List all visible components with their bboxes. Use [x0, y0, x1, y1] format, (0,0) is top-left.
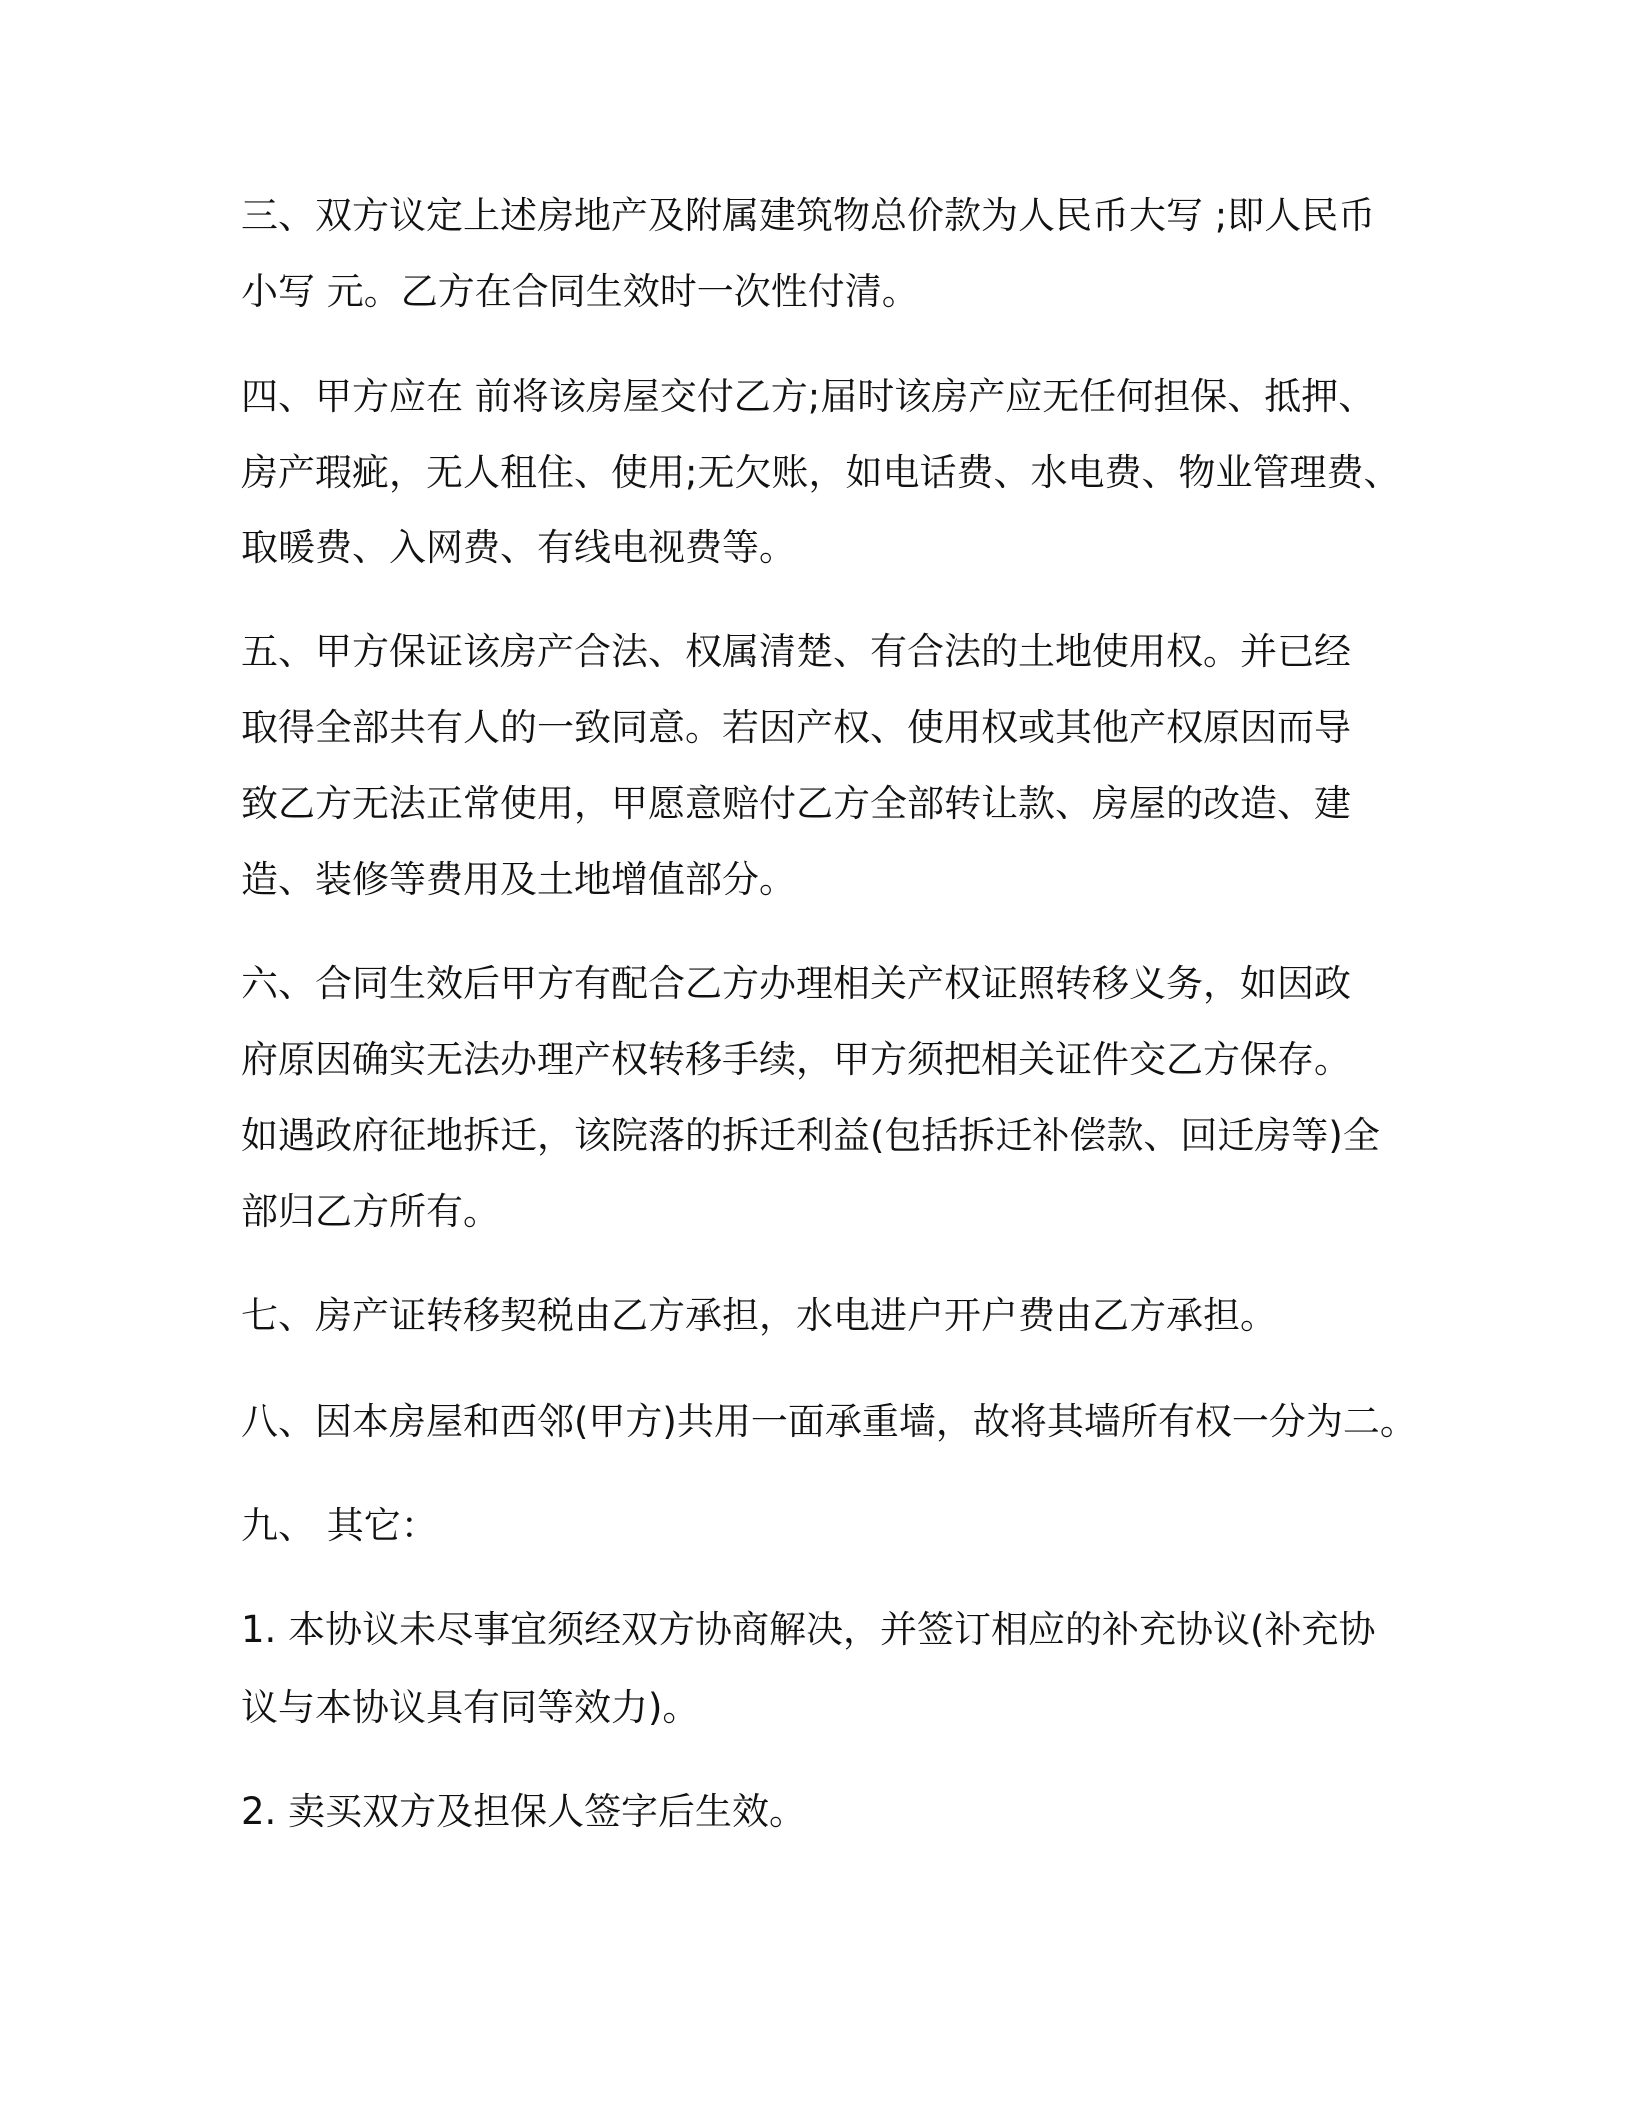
- clause-9-2-line-1: 2. 卖买双方及担保人签字后生效。: [241, 1790, 807, 1833]
- clause-4-line-3: 取暖费、入网费、有线电视费等。: [241, 526, 796, 569]
- clause-8-line-1: 八、因本房屋和西邻(甲方)共用一面承重墙，故将其墙所有权一分为二。: [241, 1400, 1417, 1443]
- clause-7-line-1: 七、房产证转移契税由乙方承担，水电进户开户费由乙方承担。: [241, 1294, 1277, 1337]
- clause-9-heading: 九、 其它：: [241, 1504, 438, 1547]
- clause-5-line-3: 致乙方无法正常使用，甲愿意赔付乙方全部转让款、房屋的改造、建: [241, 782, 1351, 825]
- clause-4-line-2: 房产瑕疵，无人租住、使用;无欠账，如电话费、水电费、物业管理费、: [241, 451, 1401, 494]
- clause-3-line-1: 三、双方议定上述房地产及附属建筑物总价款为人民币大写 ;即人民币: [241, 194, 1376, 237]
- clause-4-line-1: 四、甲方应在 前将该房屋交付乙方;届时该房产应无任何担保、抵押、: [241, 375, 1376, 418]
- clause-5-line-2: 取得全部共有人的一致同意。若因产权、使用权或其他产权原因而导: [241, 706, 1351, 749]
- clause-9-1-line-2: 议与本协议具有同等效力)。: [241, 1686, 700, 1729]
- clause-5-line-4: 造、装修等费用及土地增值部分。: [241, 858, 796, 901]
- clause-6-line-2: 府原因确实无法办理产权转移手续，甲方须把相关证件交乙方保存。: [241, 1038, 1351, 1081]
- clause-6-line-1: 六、合同生效后甲方有配合乙方办理相关产权证照转移义务，如因政: [241, 962, 1351, 1005]
- clause-6-line-4: 部归乙方所有。: [241, 1190, 500, 1233]
- clause-3-line-2: 小写 元。乙方在合同生效时一次性付清。: [241, 270, 919, 313]
- clause-6-line-3: 如遇政府征地拆迁，该院落的拆迁利益(包括拆迁补偿款、回迁房等)全: [241, 1114, 1380, 1157]
- clause-5-line-1: 五、甲方保证该房产合法、权属清楚、有合法的土地使用权。并已经: [241, 630, 1351, 673]
- clause-9-1-line-1: 1. 本协议未尽事宜须经双方协商解决，并签订相应的补充协议(补充协: [241, 1608, 1376, 1651]
